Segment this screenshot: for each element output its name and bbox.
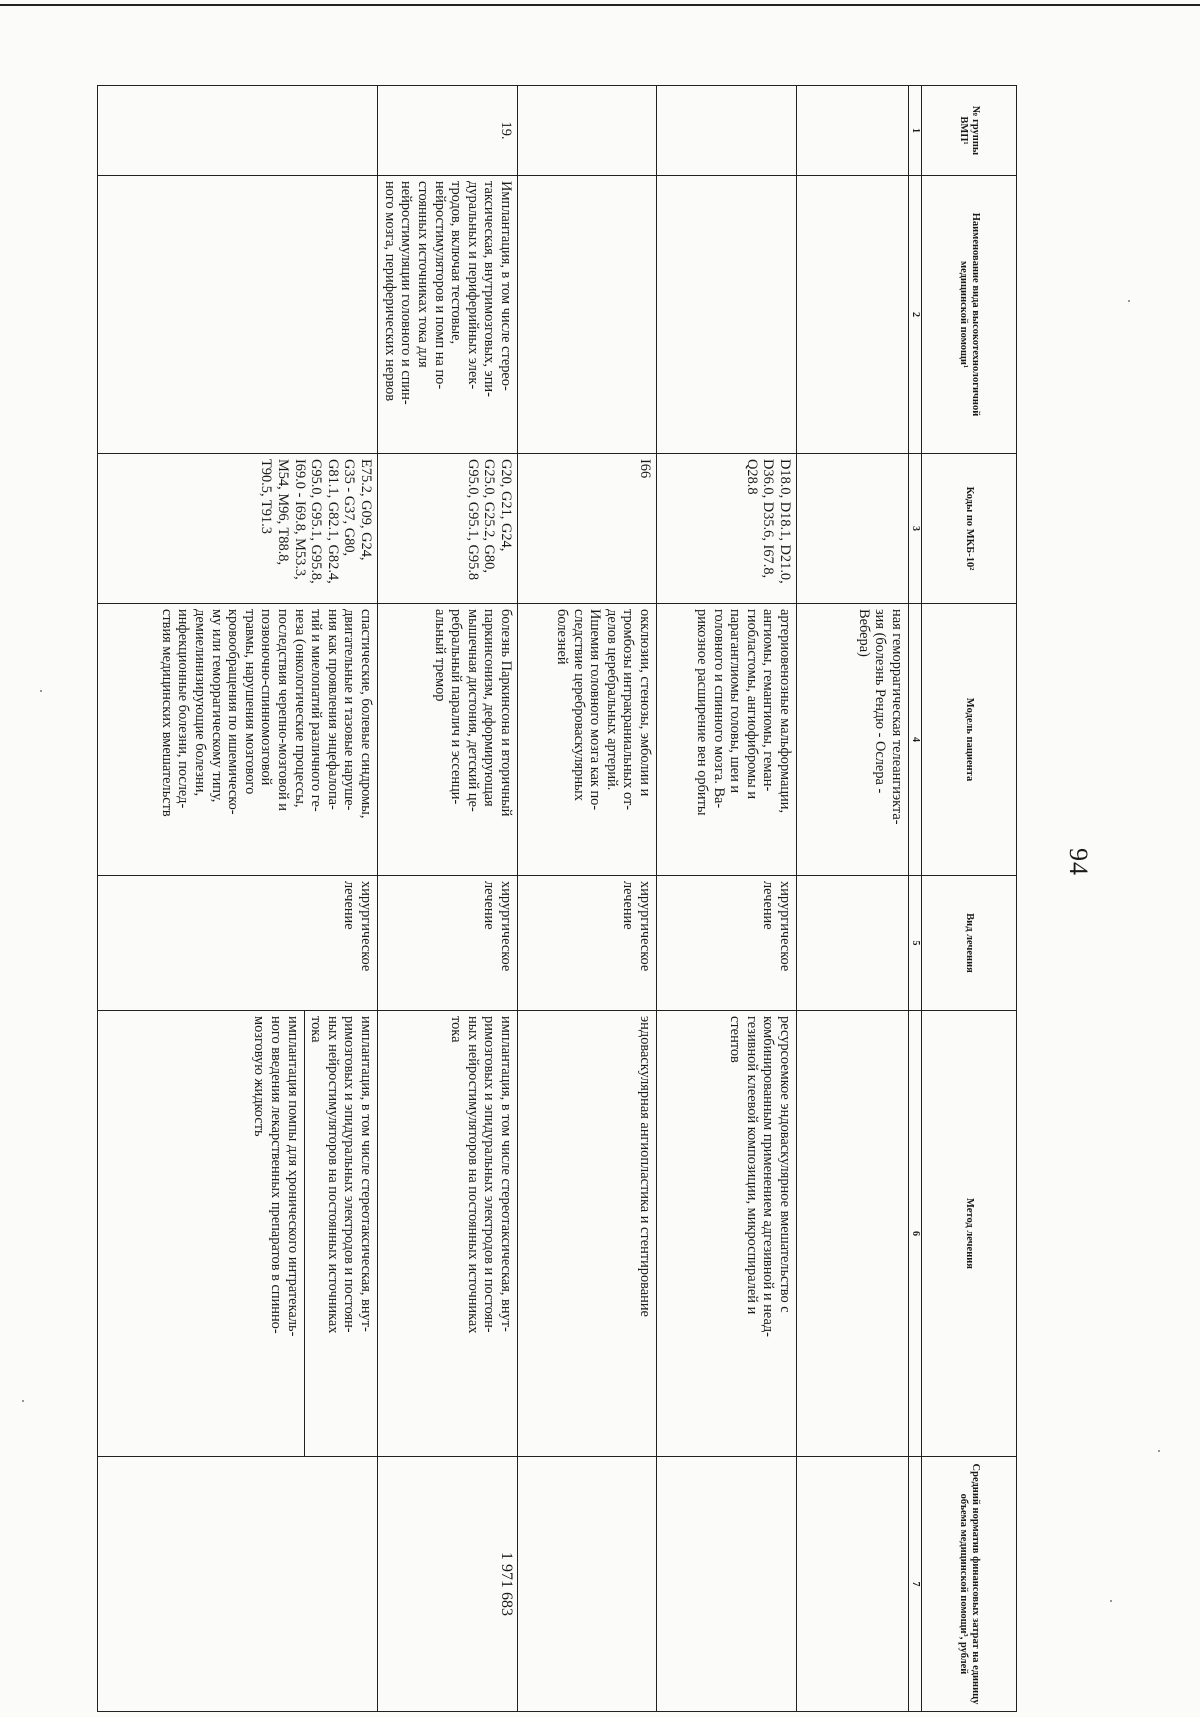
scan-speck (1128, 300, 1130, 302)
header-icd-codes: Коды по МКБ-10² (922, 454, 1017, 604)
cell-treatment-type: хирургическое лечение (518, 876, 657, 1011)
page-number: 94 (1064, 848, 1093, 876)
column-number: 2 (909, 176, 922, 454)
cell-cost (797, 1457, 909, 1712)
scan-top-edge (0, 4, 1200, 6)
method-electrodes: имплантация, в том числе стереотаксическая, внут- римозговых и эпидуральных электродов и постоян- ных нейростимуляторов на постоянных источниках тока (304, 1011, 377, 1456)
header-treatment-type: Вид лечения (922, 876, 1017, 1011)
cell-patient-model: спастические, болевые синдромы, двигательные и тазовые наруше- ния как проявления энцефалопа- тий и миелопатий различного ге- неза (онкологические процессы, последствия черепно-мозговой и позвоночно-спинномозговой травмы, нарушения мозгового кровообращения по ишемическо- му или геморрагическому типу, демиелинизирующие болезни, инфекционные болезни, послед- ствия медицинских вмешательств (98, 604, 378, 876)
method-pump: имплантация помпы для хронического интратекаль- ного введения лекарственных препаратов в спинно- мозговую жидкость (251, 1016, 301, 1337)
cell-group (657, 86, 797, 176)
cell-patient-model: болезнь Паркинсона и вторичный паркинсонизм, деформирующая мышечная дистония, детский це- ребральный паралич и эссенци- альный тремор (378, 604, 518, 876)
cell-icd-codes: I66 (518, 454, 657, 604)
cell-group (797, 86, 909, 176)
cell-cost (98, 1457, 378, 1712)
cell-care-type (657, 176, 797, 454)
column-number-row (909, 86, 922, 1712)
table-row (657, 86, 797, 1712)
cell-care-type (98, 176, 378, 454)
table-row (378, 86, 518, 1712)
column-number: 1 (909, 86, 922, 176)
cell-cost: 1 971 683 (378, 1457, 518, 1712)
cell-icd-codes (797, 454, 909, 604)
scan-speck (1158, 1450, 1160, 1452)
cell-treatment-type: хирургическое лечение (98, 876, 378, 1011)
cell-care-type (797, 176, 909, 454)
cell-treatment-method: эндоваскулярная ангиопластика и стентирование (518, 1011, 657, 1457)
scan-speck (40, 690, 42, 692)
cell-group (518, 86, 657, 176)
cell-care-type: Имплантация, в том числе стерео- таксическая, внутримозговых, эпи- дуральных и периферийных элек- тродов, включая тестовые, нейростимуляторов и помп на по- стоянных источниках тока для нейростимуляции головного и спин- ного мозга, периферических нервов (378, 176, 518, 454)
cell-group (98, 86, 378, 176)
cell-treatment-method: имплантация, в том числе стереотаксическая, внут- римозговых и эпидуральных электродов и постоян- ных нейростимуляторов на постоянных источниках тока (378, 1011, 518, 1457)
cell-cost (518, 1457, 657, 1712)
vmp-table (97, 85, 1017, 1712)
header-row (922, 86, 1017, 1712)
cell-treatment-type: хирургическое лечение (657, 876, 797, 1011)
cell-icd-codes: D18.0, D18.1, D21.0, D36.0, D35.6, I67.8, Q28.8 (657, 454, 797, 604)
cell-care-type (518, 176, 657, 454)
cell-icd-codes: E75.2, G09, G24, G35 - G37, G80, G81.1, G82.1, G82.4, G95.0, G95.1, G95.8, I69.0 - I69.8, M53.3, M54, M96, T88.8, T90.5, T91.3 (98, 454, 378, 604)
cell-icd-codes: G20, G21, G24, G25.0, G25.2, G80, G95.0, G95.1, G95.8 (378, 454, 518, 604)
cell-treatment-method (98, 1011, 378, 1457)
scan-speck (1110, 1600, 1112, 1602)
column-number: 4 (909, 604, 922, 876)
table-row (797, 86, 909, 1712)
header-patient-model: Модель пациента (922, 604, 1017, 876)
column-number: 5 (909, 876, 922, 1011)
header-cost-standard: Средний норматив финансовых затрат на единицу объема медицинской помощи³, рублей (922, 1457, 1017, 1712)
cell-patient-model: ная геморрагическая телеангиэкта- зия (болезнь Рендю - Ослера - Вебера) (797, 604, 909, 876)
scan-speck (22, 1400, 24, 1402)
table-row (98, 86, 378, 1712)
column-number: 7 (909, 1457, 922, 1712)
rotated-table-sheet (97, 85, 1017, 1711)
column-number: 3 (909, 454, 922, 604)
cell-patient-model: окклюзии, стенозы, эмболии и тромбозы интракраниальных от- делов церебральных артерий. Ишемия головного мозга как по- следствие цереброваскулярных болезней (518, 604, 657, 876)
cell-treatment-method (797, 1011, 909, 1457)
header-treatment-method: Метод лечения (922, 1011, 1017, 1457)
cell-patient-model: артериовенозные мальформации, ангиомы, гемангиомы, геман- гиобластомы, ангиофибромы и параганглиомы головы, шеи и головного и спинного мозга. Ва- рикозное расширение вен орбиты (657, 604, 797, 876)
cell-treatment-type: хирургическое лечение (378, 876, 518, 1011)
header-group-number: № группы ВМП¹ (922, 86, 1017, 176)
header-care-type: Наименование вида высокотехнологичной медицинской помощи¹ (922, 176, 1017, 454)
cell-group: 19. (378, 86, 518, 176)
cell-treatment-method: ресурсоемкое эндоваскулярное вмешательство с комбинированным применением адгезивной и неад- гезивной клеевой композиции, микроспиралей и стентов (657, 1011, 797, 1457)
cell-cost (657, 1457, 797, 1712)
column-number: 6 (909, 1011, 922, 1457)
table-row (518, 86, 657, 1712)
cell-treatment-type (797, 876, 909, 1011)
